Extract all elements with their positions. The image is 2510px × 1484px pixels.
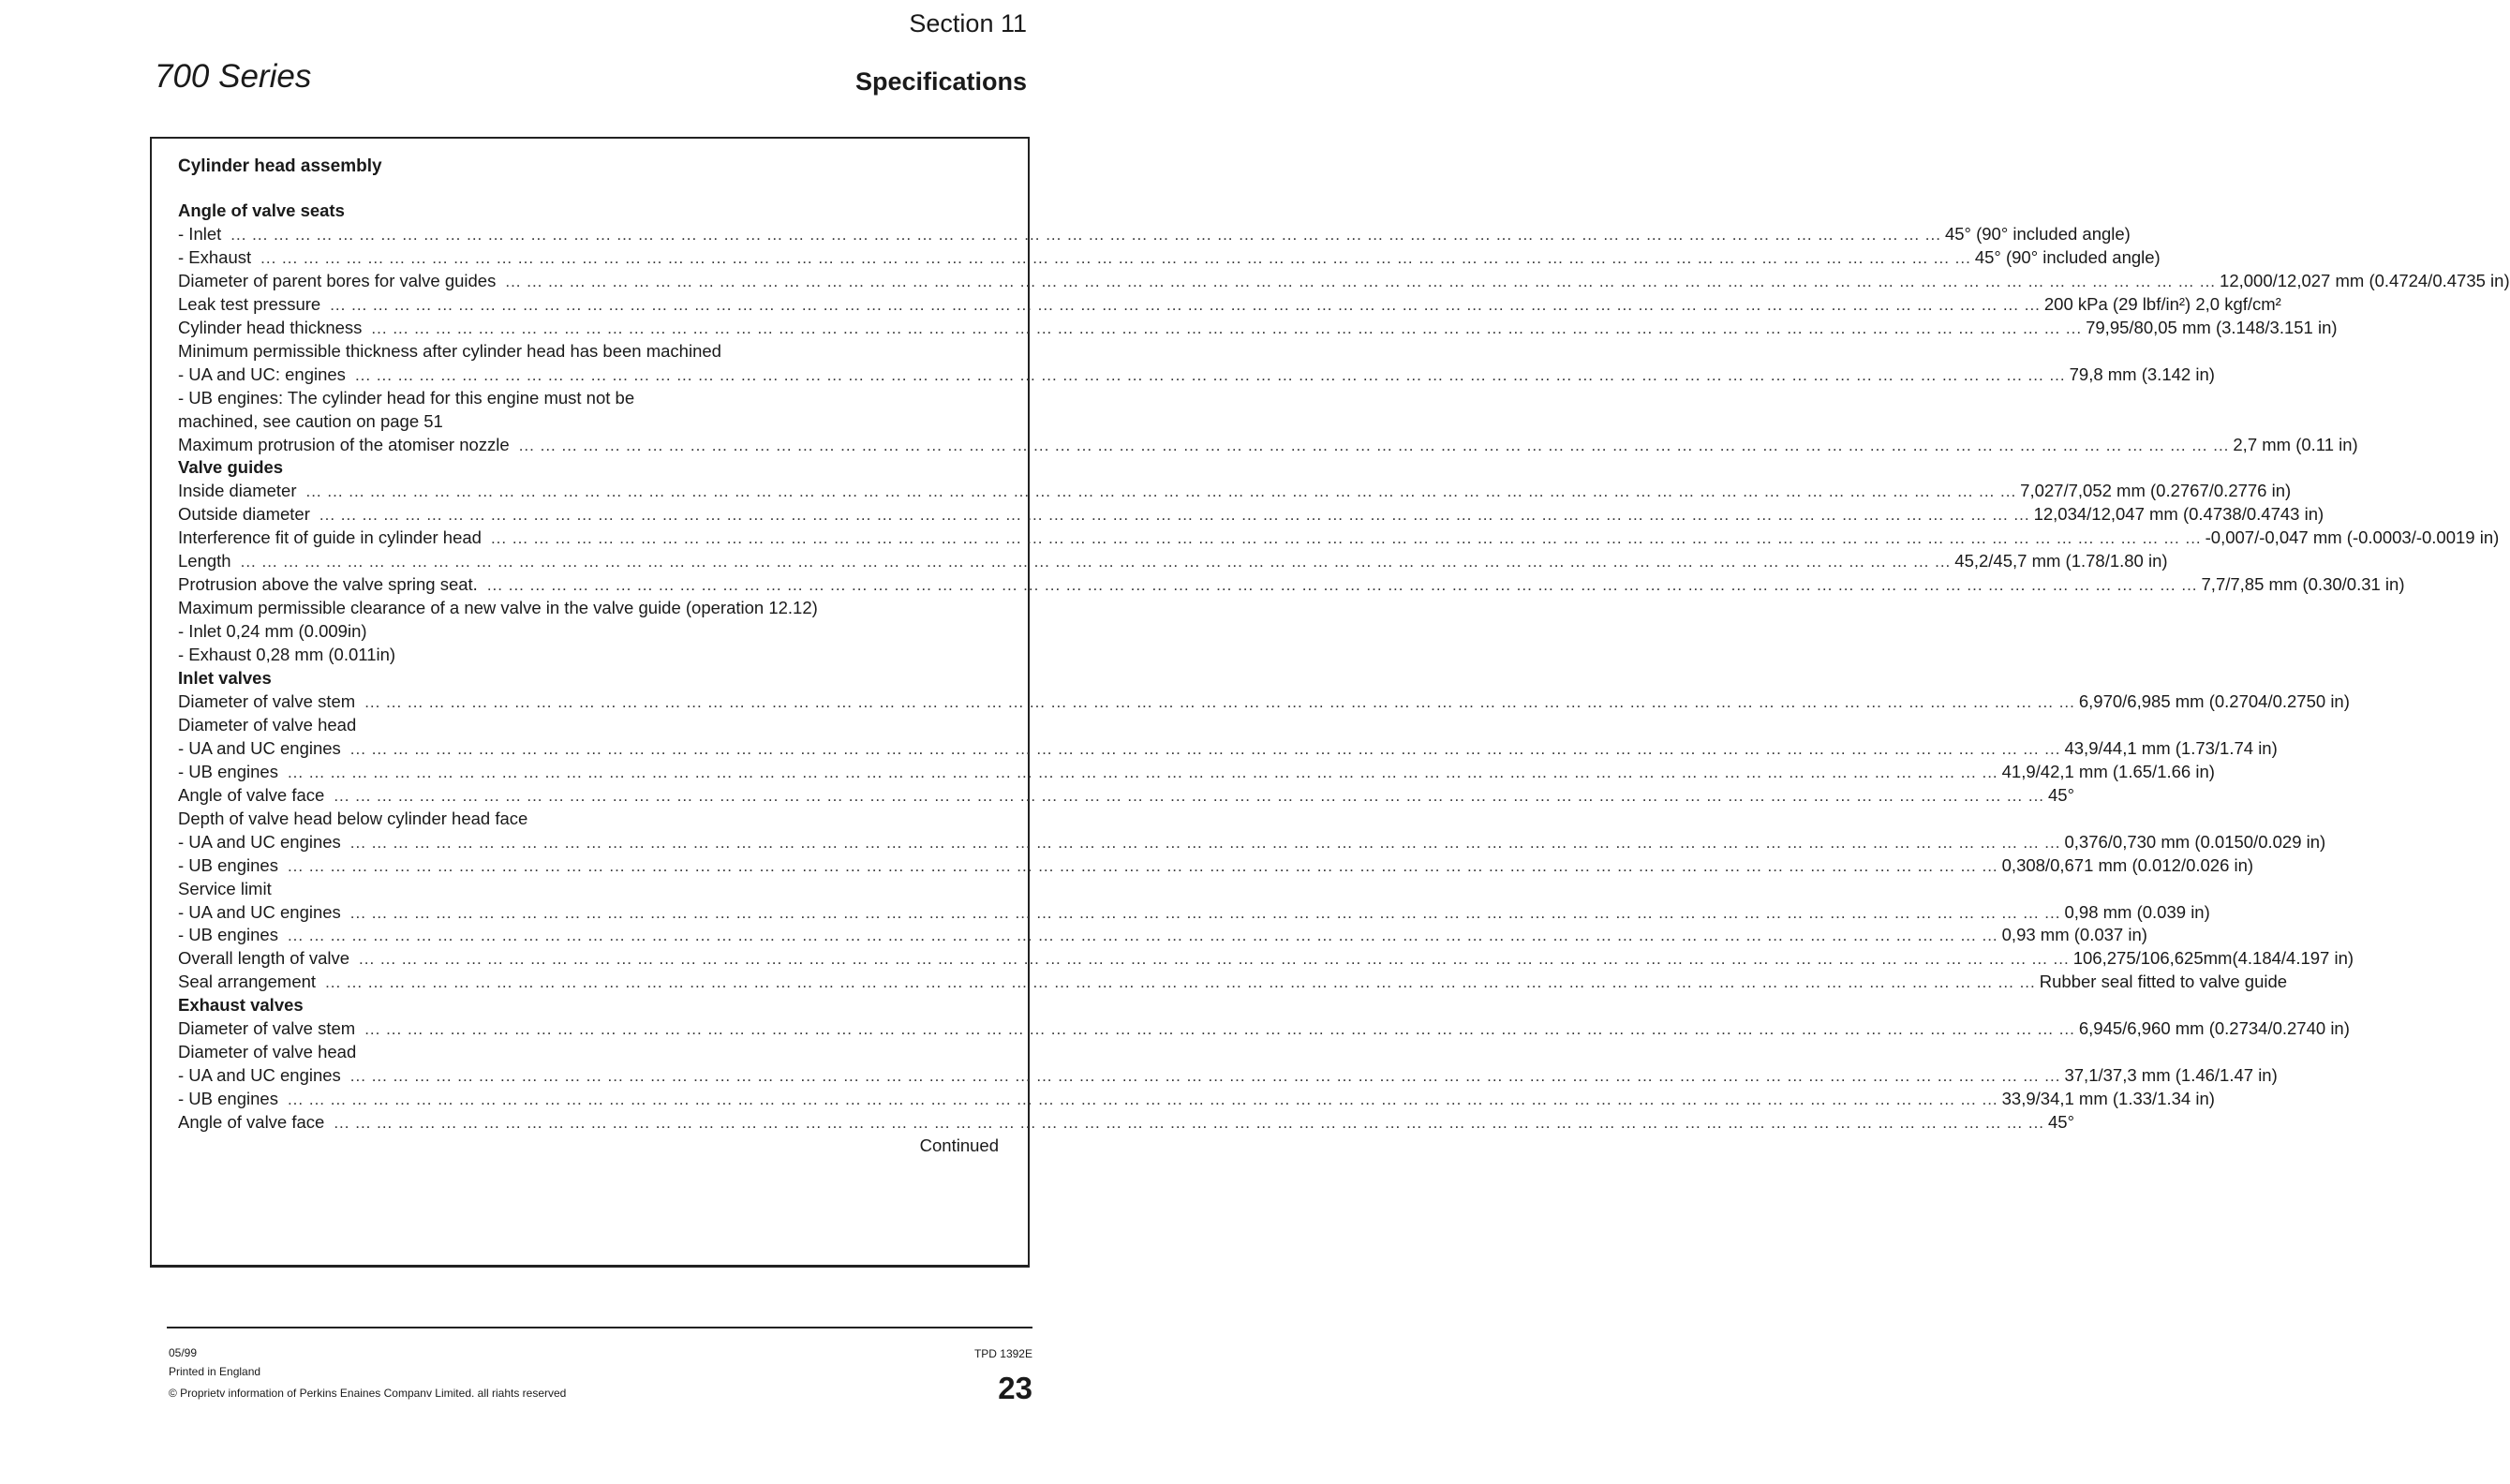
spec-value: 7,027/7,052 mm (0.2767/0.2776 in) <box>2020 481 2292 501</box>
spec-label: - UA and UC engines <box>178 737 341 758</box>
spec-row <box>178 925 2147 948</box>
section-heading <box>178 995 999 1018</box>
dot-leader: ... ... ... ... ... ... ... ... ... ... ... ... ... ... ... ... ... ... ... ... ... ... ... ... ... ... ... ... ... ... ... ... ... ... ... ... ... ... ... ... ... ... ... ... ... ... ... ... ... ... ... ... ... ... ... ... ... ... ... ... ... ... ... ... ... ... ... ... ... ... ... ... ... ... ... ... ... ... ... ... <box>287 927 1998 945</box>
spec-label: Length <box>178 551 231 571</box>
dot-leader: ... ... ... ... ... ... ... ... ... ... ... ... ... ... ... ... ... ... ... ... ... ... ... ... ... ... ... ... ... ... ... ... ... ... ... ... ... ... ... ... ... ... ... ... ... ... ... ... ... ... ... ... ... ... ... ... ... ... ... ... ... ... ... ... ... ... ... ... ... ... ... ... ... ... ... ... ... ... ... ... <box>330 295 2041 314</box>
spec-text <box>178 1042 999 1065</box>
spec-label: Diameter of valve head <box>178 1042 357 1062</box>
spec-label: - UB engines <box>178 854 278 875</box>
spec-label: machined, see caution on page 51 <box>178 410 443 431</box>
spec-label: Inside diameter <box>178 481 297 501</box>
spec-row <box>178 1065 2278 1089</box>
dot-leader: ... ... ... ... ... ... ... ... ... ... ... ... ... ... ... ... ... ... ... ... ... ... ... ... ... ... ... ... ... ... ... ... ... ... ... ... ... ... ... ... ... ... ... ... ... ... ... ... ... ... ... ... ... ... ... ... ... ... ... ... ... ... ... ... ... ... ... ... ... ... ... ... ... ... ... ... ... ... ... ... <box>240 553 1952 571</box>
spec-label: - UA and UC engines <box>178 1065 341 1086</box>
section-heading-label: Exhaust valves <box>178 995 304 1016</box>
spec-label: Continued <box>919 1135 999 1155</box>
section-heading <box>178 200 999 224</box>
spec-text <box>178 621 999 645</box>
dot-leader: ... ... ... ... ... ... ... ... ... ... ... ... ... ... ... ... ... ... ... ... ... ... ... ... ... ... ... ... ... ... ... ... ... ... ... ... ... ... ... ... ... ... ... ... ... ... ... ... ... ... ... ... ... ... ... ... ... ... ... ... ... ... ... ... ... ... ... ... ... ... ... ... ... ... ... ... ... ... ... ... <box>490 529 2202 548</box>
spec-row <box>178 948 2354 972</box>
spec-value: 7,7/7,85 mm (0.30/0.31 in) <box>2201 574 2405 595</box>
spec-label: Depth of valve head below cylinder head face <box>178 808 528 828</box>
spec-row <box>178 317 2338 341</box>
spec-value: 45° <box>2048 1112 2074 1133</box>
spec-value: 0,98 mm (0.039 in) <box>2064 901 2210 922</box>
spec-text <box>178 341 999 364</box>
spec-label: Minimum permissible thickness after cylinder head has been machined <box>178 340 721 361</box>
spec-label: Diameter of valve head <box>178 714 357 735</box>
spec-label: - UA and UC: engines <box>178 364 346 384</box>
spec-row <box>178 246 2161 271</box>
spec-label: - UB engines: The cylinder head for this engine must not be <box>178 387 635 408</box>
dot-leader: ... ... ... ... ... ... ... ... ... ... ... ... ... ... ... ... ... ... ... ... ... ... ... ... ... ... ... ... ... ... ... ... ... ... ... ... ... ... ... ... ... ... ... ... ... ... ... ... ... ... ... ... ... ... ... ... ... ... ... ... ... ... ... ... ... ... ... ... ... ... ... ... ... ... ... ... ... ... ... ... <box>518 436 2230 454</box>
spec-label: - UA and UC engines <box>178 831 341 852</box>
dot-leader: ... ... ... ... ... ... ... ... ... ... ... ... ... ... ... ... ... ... ... ... ... ... ... ... ... ... ... ... ... ... ... ... ... ... ... ... ... ... ... ... ... ... ... ... ... ... ... ... ... ... ... ... ... ... ... ... ... ... ... ... ... ... ... ... ... ... ... ... ... ... ... ... ... ... ... ... ... ... ... ... <box>325 973 2036 992</box>
spec-label: - Exhaust <box>178 246 252 267</box>
spec-row <box>178 223 2131 247</box>
spec-row <box>178 831 2326 855</box>
spec-label: Diameter of valve stem <box>178 690 356 711</box>
dot-leader: ... ... ... ... ... ... ... ... ... ... ... ... ... ... ... ... ... ... ... ... ... ... ... ... ... ... ... ... ... ... ... ... ... ... ... ... ... ... ... ... ... ... ... ... ... ... ... ... ... ... ... ... ... ... ... ... ... ... ... ... ... ... ... ... ... ... ... ... ... ... ... ... ... ... ... ... ... ... ... ... <box>505 272 2217 290</box>
spec-row <box>178 270 2510 294</box>
spec-label: Leak test pressure <box>178 293 321 314</box>
spec-value: 43,9/44,1 mm (1.73/1.74 in) <box>2064 737 2278 758</box>
dot-leader: ... ... ... ... ... ... ... ... ... ... ... ... ... ... ... ... ... ... ... ... ... ... ... ... ... ... ... ... ... ... ... ... ... ... ... ... ... ... ... ... ... ... ... ... ... ... ... ... ... ... ... ... ... ... ... ... ... ... ... ... ... ... ... ... ... ... ... ... ... ... ... ... ... ... ... ... ... ... ... ... <box>486 576 2198 595</box>
page-heading: Specifications <box>854 67 1027 96</box>
dot-leader: ... ... ... ... ... ... ... ... ... ... ... ... ... ... ... ... ... ... ... ... ... ... ... ... ... ... ... ... ... ... ... ... ... ... ... ... ... ... ... ... ... ... ... ... ... ... ... ... ... ... ... ... ... ... ... ... ... ... ... ... ... ... ... ... ... ... ... ... ... ... ... ... ... ... ... ... ... ... ... ... <box>349 903 2061 922</box>
spec-value: 41,9/42,1 mm (1.65/1.66 in) <box>2001 761 2215 781</box>
spec-label: - Inlet <box>178 223 222 244</box>
continued-note <box>178 1135 999 1159</box>
footer-date: 05/99 <box>169 1346 198 1359</box>
spec-label: Overall length of valve <box>178 948 350 969</box>
spec-row <box>178 737 2278 762</box>
spec-text <box>178 388 999 411</box>
spec-value: 45,2/45,7 mm (1.78/1.80 in) <box>1954 551 2168 571</box>
spec-value: 6,945/6,960 mm (0.2734/0.2740 in) <box>2078 1018 2350 1039</box>
spec-label: - UB engines <box>178 761 278 781</box>
dot-leader: ... ... ... ... ... ... ... ... ... ... ... ... ... ... ... ... ... ... ... ... ... ... ... ... ... ... ... ... ... ... ... ... ... ... ... ... ... ... ... ... ... ... ... ... ... ... ... ... ... ... ... ... ... ... ... ... ... ... ... ... ... ... ... ... ... ... ... ... ... ... ... ... ... ... ... ... ... ... ... ... <box>334 1114 2045 1133</box>
spec-label: Interference fit of guide in cylinder head <box>178 527 482 548</box>
dot-leader: ... ... ... ... ... ... ... ... ... ... ... ... ... ... ... ... ... ... ... ... ... ... ... ... ... ... ... ... ... ... ... ... ... ... ... ... ... ... ... ... ... ... ... ... ... ... ... ... ... ... ... ... ... ... ... ... ... ... ... ... ... ... ... ... ... ... ... ... ... ... ... ... ... ... ... ... ... ... ... ... <box>319 506 2030 525</box>
spec-value: 12,034/12,047 mm (0.4738/0.4743 in) <box>2033 504 2324 525</box>
footer-doc-code: TPD 1392E <box>973 1347 1032 1360</box>
page-number: 23 <box>998 1371 1032 1405</box>
spec-value: -0,007/-0,047 mm (-0.0003/-0.0019 in) <box>2205 527 2500 548</box>
spec-label: Diameter of valve stem <box>178 1018 356 1039</box>
section-heading <box>178 668 999 691</box>
spec-label: Seal arrangement <box>178 972 317 992</box>
dot-leader: ... ... ... ... ... ... ... ... ... ... ... ... ... ... ... ... ... ... ... ... ... ... ... ... ... ... ... ... ... ... ... ... ... ... ... ... ... ... ... ... ... ... ... ... ... ... ... ... ... ... ... ... ... ... ... ... ... ... ... ... ... ... ... ... ... ... ... ... ... ... ... ... ... ... ... ... ... ... ... ... <box>359 950 2070 969</box>
section-heading <box>178 457 999 481</box>
spec-row <box>178 690 2350 715</box>
spec-value: 45° <box>2048 784 2074 805</box>
footer-printed: Printed in England <box>169 1365 261 1378</box>
spec-label: Service limit <box>178 878 272 898</box>
spec-label: - Exhaust 0,28 mm (0.011in) <box>178 645 396 665</box>
spec-value: 106,275/106,625mm(4.184/4.197 in) <box>2072 948 2354 969</box>
dot-leader: ... ... ... ... ... ... ... ... ... ... ... ... ... ... ... ... ... ... ... ... ... ... ... ... ... ... ... ... ... ... ... ... ... ... ... ... ... ... ... ... ... ... ... ... ... ... ... ... ... ... ... ... ... ... ... ... ... ... ... ... ... ... ... ... ... ... ... ... ... ... ... ... ... ... ... ... ... ... ... ... <box>364 692 2075 711</box>
dot-leader: ... ... ... ... ... ... ... ... ... ... ... ... ... ... ... ... ... ... ... ... ... ... ... ... ... ... ... ... ... ... ... ... ... ... ... ... ... ... ... ... ... ... ... ... ... ... ... ... ... ... ... ... ... ... ... ... ... ... ... ... ... ... ... ... ... ... ... ... ... ... ... ... ... ... ... ... ... ... ... ... <box>287 763 1998 781</box>
dot-leader: ... ... ... ... ... ... ... ... ... ... ... ... ... ... ... ... ... ... ... ... ... ... ... ... ... ... ... ... ... ... ... ... ... ... ... ... ... ... ... ... ... ... ... ... ... ... ... ... ... ... ... ... ... ... ... ... ... ... ... ... ... ... ... ... ... ... ... ... ... ... ... ... ... ... ... ... ... ... ... ... <box>305 482 2017 501</box>
spec-row <box>178 1089 2215 1112</box>
spec-label: - UB engines <box>178 925 278 945</box>
spec-text <box>178 809 999 832</box>
spec-label: - UA and UC engines <box>178 901 341 922</box>
spec-row <box>178 293 2281 318</box>
spec-row <box>178 761 2215 785</box>
spec-row <box>178 504 2324 527</box>
spec-value: 0,308/0,671 mm (0.012/0.026 in) <box>2001 854 2254 875</box>
spec-value: 33,9/34,1 mm (1.33/1.34 in) <box>2001 1089 2215 1109</box>
box-title: Cylinder head assembly <box>178 156 382 176</box>
spec-value: 79,8 mm (3.142 in) <box>2069 364 2215 384</box>
spec-value: 12,000/12,027 mm (0.4724/0.4735 in) <box>2220 270 2510 290</box>
footer-rule <box>167 1327 1032 1328</box>
dot-leader: ... ... ... ... ... ... ... ... ... ... ... ... ... ... ... ... ... ... ... ... ... ... ... ... ... ... ... ... ... ... ... ... ... ... ... ... ... ... ... ... ... ... ... ... ... ... ... ... ... ... ... ... ... ... ... ... ... ... ... ... ... ... ... ... ... ... ... ... ... ... ... ... ... ... ... ... ... ... ... ... <box>354 365 2066 384</box>
dot-leader: ... ... ... ... ... ... ... ... ... ... ... ... ... ... ... ... ... ... ... ... ... ... ... ... ... ... ... ... ... ... ... ... ... ... ... ... ... ... ... ... ... ... ... ... ... ... ... ... ... ... ... ... ... ... ... ... ... ... ... ... ... ... ... ... ... ... ... ... ... ... ... ... ... ... ... ... ... ... ... ... <box>364 1020 2075 1039</box>
spec-label: - UB engines <box>178 1089 278 1109</box>
spec-value: 45° (90° included angle) <box>1974 246 2161 267</box>
spec-value: 0,93 mm (0.037 in) <box>2001 925 2147 945</box>
spec-label: Outside diameter <box>178 504 310 525</box>
spec-row <box>178 551 2168 574</box>
dot-leader: ... ... ... ... ... ... ... ... ... ... ... ... ... ... ... ... ... ... ... ... ... ... ... ... ... ... ... ... ... ... ... ... ... ... ... ... ... ... ... ... ... ... ... ... ... ... ... ... ... ... ... ... ... ... ... ... ... ... ... ... ... ... ... ... ... ... ... ... ... ... ... ... ... ... ... ... ... ... ... ... <box>349 739 2061 758</box>
dot-leader: ... ... ... ... ... ... ... ... ... ... ... ... ... ... ... ... ... ... ... ... ... ... ... ... ... ... ... ... ... ... ... ... ... ... ... ... ... ... ... ... ... ... ... ... ... ... ... ... ... ... ... ... ... ... ... ... ... ... ... ... ... ... ... ... ... ... ... ... ... ... ... ... ... ... ... ... ... ... ... ... <box>260 248 1971 267</box>
section-heading-label: Inlet valves <box>178 668 272 688</box>
section-heading-label: Valve guides <box>178 457 284 478</box>
spec-row <box>178 972 2288 995</box>
spec-label: Maximum protrusion of the atomiser nozzle <box>178 434 510 454</box>
dot-leader: ... ... ... ... ... ... ... ... ... ... ... ... ... ... ... ... ... ... ... ... ... ... ... ... ... ... ... ... ... ... ... ... ... ... ... ... ... ... ... ... ... ... ... ... ... ... ... ... ... ... ... ... ... ... ... ... ... ... ... ... ... ... ... ... ... ... ... ... ... ... ... ... ... ... ... ... ... ... ... ... <box>349 1067 2061 1086</box>
spec-row <box>178 854 2254 879</box>
section-heading-label: Angle of valve seats <box>178 200 345 220</box>
spec-row <box>178 784 2074 809</box>
spec-label: Angle of valve face <box>178 784 325 805</box>
spec-text <box>178 411 999 435</box>
spec-text <box>178 715 999 738</box>
spec-text <box>178 598 999 621</box>
spec-row <box>178 1018 2350 1042</box>
spec-row <box>178 434 2358 458</box>
spec-label: Diameter of parent bores for valve guides <box>178 270 497 290</box>
spec-value: 79,95/80,05 mm (3.148/3.151 in) <box>2086 317 2338 337</box>
spec-label: Cylinder head thickness <box>178 317 363 337</box>
spec-label: Maximum permissible clearance of a new valve in the valve guide (operation 12.12) <box>178 598 818 618</box>
section-label: Section 11 <box>909 9 1027 37</box>
spec-value: 37,1/37,3 mm (1.46/1.47 in) <box>2064 1065 2278 1086</box>
spec-text <box>178 879 999 902</box>
spec-value: 0,376/0,730 mm (0.0150/0.029 in) <box>2064 831 2326 852</box>
spec-row <box>178 481 2292 504</box>
spec-value: Rubber seal fitted to valve guide <box>2039 972 2288 992</box>
spec-row <box>178 574 2405 598</box>
spec-value: 6,970/6,985 mm (0.2704/0.2750 in) <box>2078 690 2350 711</box>
spec-text <box>178 645 999 668</box>
series-title: 700 Series <box>155 58 312 95</box>
footer-copyright: © Proprietv information of Perkins Enaines Companv Limited. all riahts reserved <box>169 1387 567 1400</box>
dot-leader: ... ... ... ... ... ... ... ... ... ... ... ... ... ... ... ... ... ... ... ... ... ... ... ... ... ... ... ... ... ... ... ... ... ... ... ... ... ... ... ... ... ... ... ... ... ... ... ... ... ... ... ... ... ... ... ... ... ... ... ... ... ... ... ... ... ... ... ... ... ... ... ... ... ... ... ... ... ... ... ... <box>334 786 2045 805</box>
dot-leader: ... ... ... ... ... ... ... ... ... ... ... ... ... ... ... ... ... ... ... ... ... ... ... ... ... ... ... ... ... ... ... ... ... ... ... ... ... ... ... ... ... ... ... ... ... ... ... ... ... ... ... ... ... ... ... ... ... ... ... ... ... ... ... ... ... ... ... ... ... ... ... ... ... ... ... ... ... ... ... ... <box>371 319 2083 337</box>
spec-value: 45° (90° included angle) <box>1944 223 2131 244</box>
spec-row <box>178 364 2215 388</box>
dot-leader: ... ... ... ... ... ... ... ... ... ... ... ... ... ... ... ... ... ... ... ... ... ... ... ... ... ... ... ... ... ... ... ... ... ... ... ... ... ... ... ... ... ... ... ... ... ... ... ... ... ... ... ... ... ... ... ... ... ... ... ... ... ... ... ... ... ... ... ... ... ... ... ... ... ... ... ... ... ... ... ... <box>230 225 1941 244</box>
dot-leader: ... ... ... ... ... ... ... ... ... ... ... ... ... ... ... ... ... ... ... ... ... ... ... ... ... ... ... ... ... ... ... ... ... ... ... ... ... ... ... ... ... ... ... ... ... ... ... ... ... ... ... ... ... ... ... ... ... ... ... ... ... ... ... ... ... ... ... ... ... ... ... ... ... ... ... ... ... ... ... ... <box>287 1091 1998 1109</box>
spec-value: 200 kPa (29 lbf/in²) 2,0 kgf/cm² <box>2043 293 2281 314</box>
spec-label: Angle of valve face <box>178 1112 325 1133</box>
spec-label: Protrusion above the valve spring seat. <box>178 574 478 595</box>
spec-value: 2,7 mm (0.11 in) <box>2233 434 2358 454</box>
dot-leader: ... ... ... ... ... ... ... ... ... ... ... ... ... ... ... ... ... ... ... ... ... ... ... ... ... ... ... ... ... ... ... ... ... ... ... ... ... ... ... ... ... ... ... ... ... ... ... ... ... ... ... ... ... ... ... ... ... ... ... ... ... ... ... ... ... ... ... ... ... ... ... ... ... ... ... ... ... ... ... ... <box>349 833 2061 852</box>
spec-label: - Inlet 0,24 mm (0.009in) <box>178 621 367 642</box>
spec-row <box>178 1112 2074 1135</box>
spec-row <box>178 527 2500 551</box>
dot-leader: ... ... ... ... ... ... ... ... ... ... ... ... ... ... ... ... ... ... ... ... ... ... ... ... ... ... ... ... ... ... ... ... ... ... ... ... ... ... ... ... ... ... ... ... ... ... ... ... ... ... ... ... ... ... ... ... ... ... ... ... ... ... ... ... ... ... ... ... ... ... ... ... ... ... ... ... ... ... ... ... <box>287 856 1998 875</box>
spec-row <box>178 901 2210 926</box>
